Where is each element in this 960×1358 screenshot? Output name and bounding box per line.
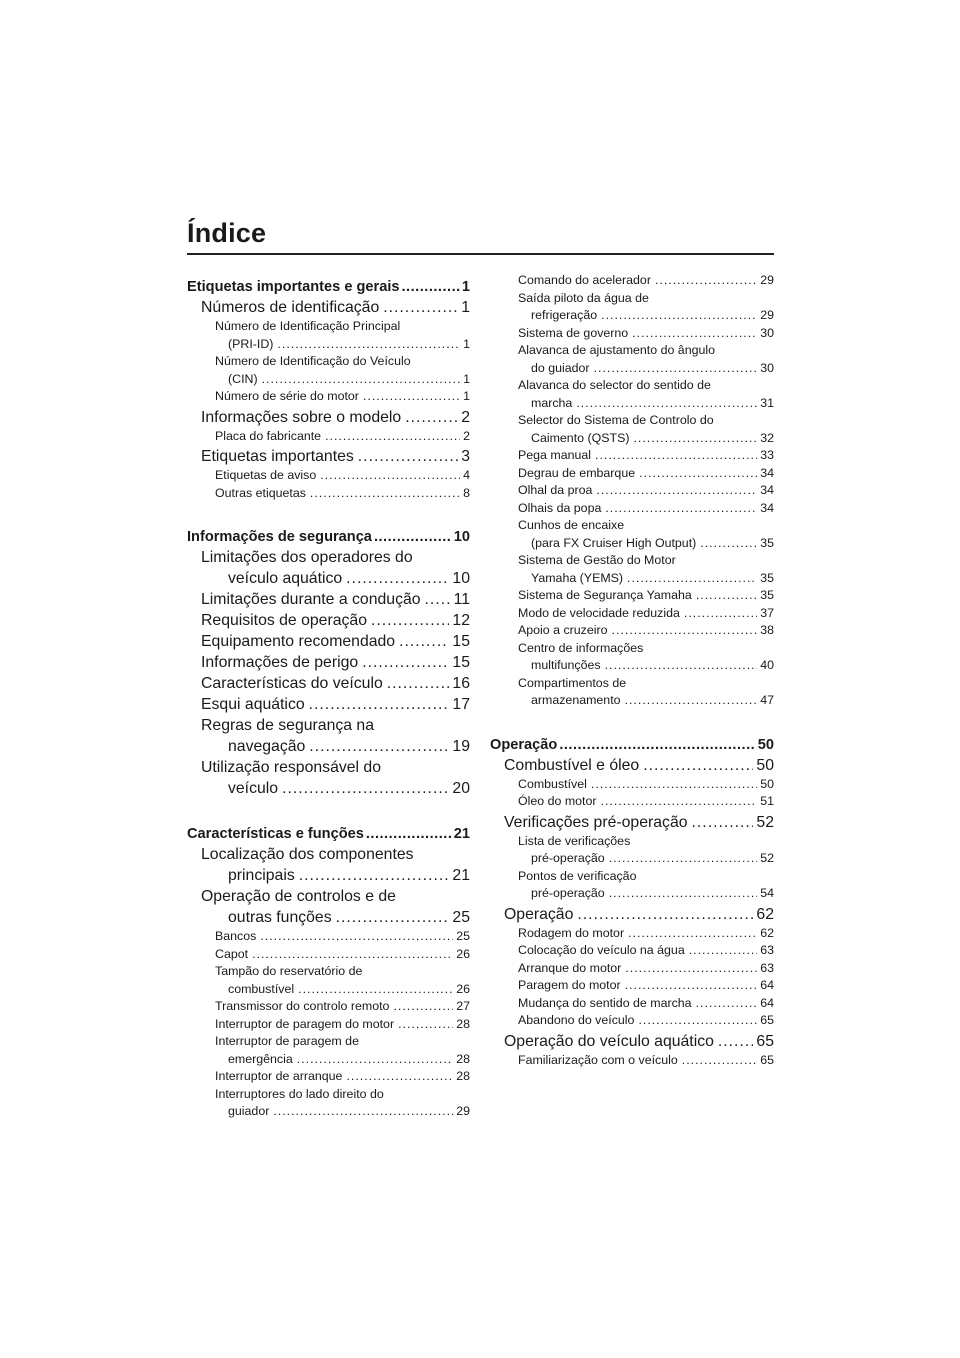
dot-leader	[596, 482, 757, 500]
toc-entry-text: Verificações pré-operação	[504, 813, 688, 831]
toc-page-number: 31	[760, 395, 774, 410]
toc-entry-text: Combustível	[518, 776, 587, 791]
toc-page-number: 50	[760, 776, 774, 791]
toc-subentry[interactable]	[490, 605, 774, 623]
toc-subentry[interactable]	[490, 675, 774, 710]
dot-leader	[374, 528, 452, 547]
toc-entry-text: Modo de velocidade reduzida	[518, 605, 680, 620]
toc-page-number: 32	[760, 430, 774, 445]
dot-leader	[402, 278, 460, 297]
toc-entry-text: (CIN)	[228, 371, 258, 386]
toc-entry-text: Compartimentos de	[518, 675, 627, 690]
dot-leader	[625, 692, 758, 710]
dot-leader	[299, 865, 450, 886]
toc-page-number: 38	[760, 623, 774, 637]
toc-subentry[interactable]	[490, 290, 774, 325]
dot-leader	[577, 904, 753, 925]
toc-entry-text: Centro de informações	[518, 640, 644, 655]
toc-entry-text: Número de série do motor	[215, 389, 359, 403]
toc-chapter[interactable]	[490, 1031, 774, 1052]
dot-leader	[282, 778, 449, 799]
toc-entry-text: pré-operação	[531, 886, 605, 900]
toc-subentry[interactable]	[490, 342, 774, 377]
toc-entry-text: Colocação do veículo na água	[518, 943, 685, 957]
dot-leader	[655, 272, 757, 290]
toc-page-number: 2	[461, 408, 470, 426]
toc-page-number: 1	[461, 299, 470, 316]
toc-subentry[interactable]	[490, 325, 774, 343]
toc-chapter[interactable]	[187, 589, 470, 610]
dot-leader	[595, 447, 757, 465]
toc-entry-text: refrigeração	[531, 308, 598, 322]
toc-page-number: 47	[760, 693, 774, 707]
toc-entry-text: Operação	[490, 736, 558, 753]
toc-entry-text: Selector do Sistema de Controlo do	[518, 413, 714, 427]
toc-entry-text: Placa do fabricante	[215, 428, 322, 443]
toc-chapter[interactable]	[187, 547, 470, 589]
dot-leader	[605, 500, 757, 518]
toc-entry-text: Sistema de Gestão do Motor	[518, 553, 676, 567]
toc-entry-text: Equipamento recomendado	[201, 633, 396, 650]
toc-entry-text: Número de Identificação Principal	[215, 319, 401, 333]
toc-entry-text: Combustível e óleo	[504, 756, 640, 774]
toc-entry-text: Arranque do motor	[518, 960, 622, 975]
toc-page-number: 33	[760, 448, 774, 462]
toc-page-number: 29	[456, 1104, 470, 1118]
dot-leader	[625, 977, 758, 995]
toc-page-number: 19	[452, 738, 470, 755]
toc-subentry[interactable]	[187, 1033, 470, 1068]
toc-entry-text: Etiquetas de aviso	[215, 468, 317, 482]
dot-leader	[627, 570, 757, 588]
toc-entry-text: Interruptor de paragem do motor	[215, 1016, 395, 1031]
dot-leader	[696, 587, 757, 605]
toc-subentry[interactable]	[187, 1086, 470, 1121]
toc-page-number: 2	[463, 428, 470, 443]
toc-entry-text: Informações de segurança	[187, 529, 372, 545]
toc-page-number: 20	[452, 780, 470, 797]
toc-subentry[interactable]	[490, 622, 774, 640]
toc-entry-text: pré-operação	[531, 851, 605, 865]
toc-page-number: 64	[760, 995, 774, 1010]
toc-entry-text: Requisitos de operação	[201, 612, 367, 629]
toc-page-number: 21	[452, 867, 470, 884]
toc-page-number: 34	[760, 483, 774, 497]
dot-leader	[425, 589, 451, 610]
dot-leader	[682, 1052, 757, 1070]
dot-leader	[309, 736, 449, 757]
toc-entry-text: Yamaha (YEMS)	[531, 570, 624, 585]
toc-entry-text: Familiarização com o veículo	[518, 1052, 678, 1067]
dot-leader	[298, 981, 453, 999]
toc-chapter[interactable]	[490, 904, 774, 925]
toc-entry-text: Saída piloto da água de	[518, 290, 649, 305]
toc-entry-text: combustível	[228, 981, 295, 996]
toc-entry-text: Localização dos componentes	[201, 846, 414, 863]
toc-page-number: 65	[760, 1013, 774, 1027]
toc-section[interactable]	[490, 736, 774, 755]
toc-entry-text: armazenamento	[531, 693, 621, 707]
dot-leader	[405, 407, 458, 428]
toc-entry-text: Interruptor de arranque	[215, 1069, 343, 1083]
toc-subentry[interactable]	[490, 640, 774, 675]
toc-entry-text: Paragem do motor	[518, 978, 621, 992]
toc-entry-text: Capot	[215, 946, 249, 961]
toc-subentry[interactable]	[490, 465, 774, 483]
dot-leader	[273, 1103, 453, 1121]
toc-subentry[interactable]	[187, 998, 470, 1016]
toc-chapter[interactable]	[187, 407, 470, 428]
toc-page-number: 26	[456, 981, 470, 996]
toc-page-number: 1	[463, 336, 470, 351]
dot-leader	[320, 467, 460, 485]
toc-entry-text: guiador	[228, 1104, 270, 1118]
toc-page-number: 34	[760, 465, 774, 480]
toc-entry-text: Apoio a cruzeiro	[518, 623, 608, 637]
toc-entry-text: Etiquetas importantes	[201, 448, 354, 465]
dot-leader	[297, 1051, 453, 1069]
toc-page-number: 29	[760, 308, 774, 322]
toc-subentry[interactable]	[490, 412, 774, 447]
toc-entry-text: Regras de segurança na	[201, 717, 375, 734]
toc-entry-text: Informações sobre o modelo	[201, 408, 402, 426]
dot-leader	[346, 568, 449, 589]
toc-entry-text: Olhal da proa	[518, 483, 593, 497]
toc-page-number: 26	[456, 946, 470, 961]
dot-leader	[696, 995, 758, 1013]
toc-subentry[interactable]	[490, 833, 774, 868]
dot-leader	[383, 297, 458, 318]
dot-leader	[387, 673, 450, 694]
toc-page-number: 30	[760, 325, 774, 340]
toc-entry-text: marcha	[531, 395, 573, 410]
dot-leader	[628, 925, 757, 943]
toc-entry-text: outras funções	[228, 909, 332, 926]
toc-page-number: 21	[453, 826, 470, 842]
toc-page-number: 28	[456, 1016, 470, 1031]
toc-page-number: 15	[452, 633, 470, 650]
toc-entry-text: Alavanca de ajustamento do ângulo	[518, 343, 716, 357]
dot-leader	[399, 631, 449, 652]
toc-page-number: 1	[463, 389, 470, 403]
dot-leader	[310, 485, 460, 503]
toc-subentry[interactable]	[187, 467, 470, 485]
toc-page-number: 27	[456, 999, 470, 1013]
toc-page-number: 28	[456, 1051, 470, 1066]
toc-chapter[interactable]	[187, 694, 470, 715]
toc-subentry[interactable]	[490, 995, 774, 1013]
dot-leader	[638, 1012, 757, 1030]
toc-page-number: 17	[452, 696, 470, 713]
toc-entry-text: Óleo do motor	[518, 794, 597, 808]
toc-entry-text: Comando do acelerador	[518, 273, 651, 287]
toc-page-number: 54	[760, 886, 774, 900]
toc-page-number: 4	[463, 468, 470, 482]
toc-entry-text: (para FX Cruiser High Output)	[531, 535, 697, 550]
dot-leader	[633, 430, 757, 448]
toc-page-number: 35	[760, 588, 774, 602]
toc-entry-text: Número de Identificação do Veículo	[215, 354, 411, 368]
page-title: Índice	[187, 218, 267, 248]
toc-subentry[interactable]	[490, 517, 774, 552]
dot-leader	[605, 657, 758, 675]
dot-leader	[718, 1031, 754, 1052]
toc-subentry[interactable]	[187, 428, 470, 446]
toc-page-number: 37	[760, 605, 774, 620]
toc-chapter[interactable]	[490, 755, 774, 776]
dot-leader	[252, 946, 453, 964]
dot-leader	[262, 371, 461, 389]
toc-entry-text: Pontos de verificação	[518, 868, 637, 883]
toc-subentry[interactable]	[187, 318, 470, 353]
toc-entry-text: Outras etiquetas	[215, 485, 306, 500]
toc-page-number: 50	[756, 756, 774, 774]
toc-page-number: 65	[756, 1032, 774, 1050]
toc-page-number: 34	[760, 500, 774, 515]
toc-page-number: 35	[760, 535, 774, 550]
toc-entry-text: Utilização responsável do	[201, 759, 382, 776]
toc-entry-text: (PRI-ID)	[228, 336, 274, 351]
toc-page-number: 10	[452, 570, 470, 587]
toc-entry-text: Limitações durante a condução	[201, 591, 421, 608]
dot-leader	[366, 825, 452, 844]
toc-subentry[interactable]	[490, 942, 774, 960]
toc-subentry[interactable]	[187, 1016, 470, 1034]
dot-leader	[393, 998, 453, 1016]
dot-leader	[601, 793, 758, 811]
toc-entry-text: Olhais da popa	[518, 500, 602, 515]
toc-entry-text: multifunções	[531, 658, 601, 672]
dot-leader	[371, 610, 449, 631]
toc-entry-text: Rodagem do motor	[518, 925, 625, 940]
toc-page-number: 25	[452, 909, 470, 926]
toc-page-number: 52	[756, 813, 774, 831]
toc-subentry[interactable]	[490, 1012, 774, 1030]
toc-entry-text: Características e funções	[187, 826, 364, 842]
toc-entry-text: do guiador	[531, 360, 590, 375]
dot-leader	[643, 755, 753, 776]
toc-subentry[interactable]	[187, 963, 470, 998]
toc-entry-text: Operação do veículo aquático	[504, 1032, 714, 1050]
toc-chapter[interactable]	[187, 446, 470, 467]
toc-page-number: 65	[760, 1052, 774, 1067]
toc-page-number: 10	[453, 529, 470, 545]
toc-subentry[interactable]	[490, 552, 774, 587]
toc-section[interactable]	[187, 825, 470, 844]
toc-entry-text: Operação de controlos e de	[201, 888, 396, 905]
toc-page-number: 51	[760, 794, 774, 808]
toc-chapter[interactable]	[187, 610, 470, 631]
toc-entry-text: Lista de verificações	[518, 833, 631, 848]
toc-entry-text: veículo aquático	[228, 570, 343, 587]
toc-entry-text: Características do veículo	[201, 675, 383, 692]
toc-entry-text: Sistema de governo	[518, 325, 629, 340]
toc-subentry[interactable]	[490, 868, 774, 903]
toc-subentry[interactable]	[490, 793, 774, 811]
toc-subentry[interactable]	[187, 388, 470, 406]
dot-leader	[609, 850, 758, 868]
toc-chapter[interactable]	[187, 886, 470, 928]
toc-subentry[interactable]	[490, 447, 774, 465]
toc-subentry[interactable]	[187, 946, 470, 964]
toc-chapter[interactable]	[490, 812, 774, 833]
toc-page-number: 50	[757, 736, 774, 753]
toc-chapter[interactable]	[187, 715, 470, 757]
dot-leader	[362, 652, 449, 673]
toc-subentry[interactable]	[490, 482, 774, 500]
toc-column-right	[490, 272, 774, 1069]
toc-subentry[interactable]	[490, 925, 774, 943]
toc-entry-text: Pega manual	[518, 448, 592, 462]
toc-page-number: 12	[452, 612, 470, 629]
dot-leader	[601, 307, 757, 325]
toc-page-number: 30	[760, 360, 774, 375]
dot-leader	[346, 1068, 453, 1086]
toc-chapter[interactable]	[187, 757, 470, 799]
toc-page-number: 16	[452, 675, 470, 692]
toc-subentry[interactable]	[187, 353, 470, 388]
toc-entry-text: Limitações dos operadores do	[201, 549, 413, 566]
toc-subentry[interactable]	[187, 485, 470, 503]
toc-subentry[interactable]	[490, 377, 774, 412]
dot-leader	[700, 535, 757, 553]
dot-leader	[358, 446, 458, 467]
toc-page-number: 1	[463, 371, 470, 386]
dot-leader	[363, 388, 460, 406]
dot-leader	[692, 812, 754, 833]
toc-page-number: 11	[453, 591, 470, 608]
toc-section[interactable]	[187, 528, 470, 547]
toc-subentry[interactable]	[490, 977, 774, 995]
dot-leader	[260, 928, 453, 946]
toc-subentry[interactable]	[490, 776, 774, 794]
dot-leader	[591, 776, 757, 794]
toc-page-number: 35	[760, 570, 774, 585]
toc-entry-text: Caimento (QSTS)	[531, 430, 630, 445]
toc-entry-text: Informações de perigo	[201, 654, 359, 671]
toc-page-number: 63	[760, 943, 774, 957]
toc-entry-text: Operação	[504, 905, 574, 923]
toc-page-number: 52	[760, 851, 774, 865]
toc-chapter[interactable]	[187, 652, 470, 673]
dot-leader	[325, 428, 460, 446]
toc-subentry[interactable]	[187, 1068, 470, 1086]
toc-entry-text: Alavanca do selector do sentido de	[518, 378, 711, 392]
toc-entry-text: Abandono do veículo	[518, 1013, 635, 1027]
toc-entry-text: Tampão do reservatório de	[215, 964, 363, 978]
dot-leader	[625, 960, 757, 978]
toc-entry-text: emergência	[228, 1051, 293, 1066]
dot-leader	[594, 360, 758, 378]
toc-entry-text: navegação	[228, 738, 306, 755]
toc-subentry[interactable]	[490, 500, 774, 518]
toc-page-number: 63	[760, 960, 774, 975]
toc-entry-text: Interruptor de paragem de	[215, 1034, 359, 1048]
toc-page-number: 28	[456, 1069, 470, 1083]
dot-leader	[632, 325, 757, 343]
toc-entry-text: Transmissor do controlo remoto	[215, 999, 390, 1013]
title-rule	[187, 253, 774, 255]
toc-entry-text: Esqui aquático	[201, 696, 305, 713]
toc-page-number: 62	[760, 925, 774, 940]
toc-chapter[interactable]	[187, 673, 470, 694]
dot-leader	[689, 942, 757, 960]
dot-leader	[612, 622, 758, 640]
toc-page-number: 62	[756, 905, 774, 923]
toc-subentry[interactable]	[490, 587, 774, 605]
toc-entry-text: Interruptores do lado direito do	[215, 1086, 384, 1101]
toc-entry-text: Degrau de embarque	[518, 465, 636, 480]
toc-page-number: 25	[456, 929, 470, 943]
toc-subentry[interactable]	[490, 272, 774, 290]
toc-page-number: 40	[760, 658, 774, 672]
toc-entry-text: Bancos	[215, 929, 257, 943]
toc-column-left	[187, 278, 470, 1121]
toc-page-number: 29	[760, 273, 774, 287]
toc-page-number: 8	[463, 485, 470, 500]
toc-chapter[interactable]	[187, 631, 470, 652]
toc-subentry[interactable]	[490, 1052, 774, 1070]
toc-entry-text: Números de identificação	[201, 299, 380, 316]
dot-leader	[576, 395, 757, 413]
toc-subentry[interactable]	[187, 928, 470, 946]
toc-subentry[interactable]	[490, 960, 774, 978]
toc-page-number: 1	[461, 279, 470, 295]
toc-entry-text: Cunhos de encaixe	[518, 518, 625, 532]
dot-leader	[336, 907, 450, 928]
dot-leader	[684, 605, 757, 623]
toc-entry-text: Etiquetas importantes e gerais	[187, 279, 400, 295]
toc-entry-text: Sistema de Segurança Yamaha	[518, 588, 692, 602]
toc-page-number: 64	[760, 978, 774, 992]
dot-leader	[277, 336, 460, 354]
toc-page-number: 3	[461, 448, 470, 465]
dot-leader	[609, 885, 758, 903]
dot-leader	[398, 1016, 453, 1034]
toc-page-number: 15	[452, 654, 470, 671]
toc-section[interactable]	[187, 278, 470, 297]
dot-leader	[309, 694, 450, 715]
toc-entry-text: veículo	[228, 780, 279, 797]
toc-chapter[interactable]	[187, 297, 470, 318]
toc-entry-text: Mudança do sentido de marcha	[518, 995, 692, 1010]
dot-leader	[559, 736, 755, 755]
toc-chapter[interactable]	[187, 844, 470, 886]
dot-leader	[639, 465, 757, 483]
toc-entry-text: principais	[228, 867, 295, 884]
